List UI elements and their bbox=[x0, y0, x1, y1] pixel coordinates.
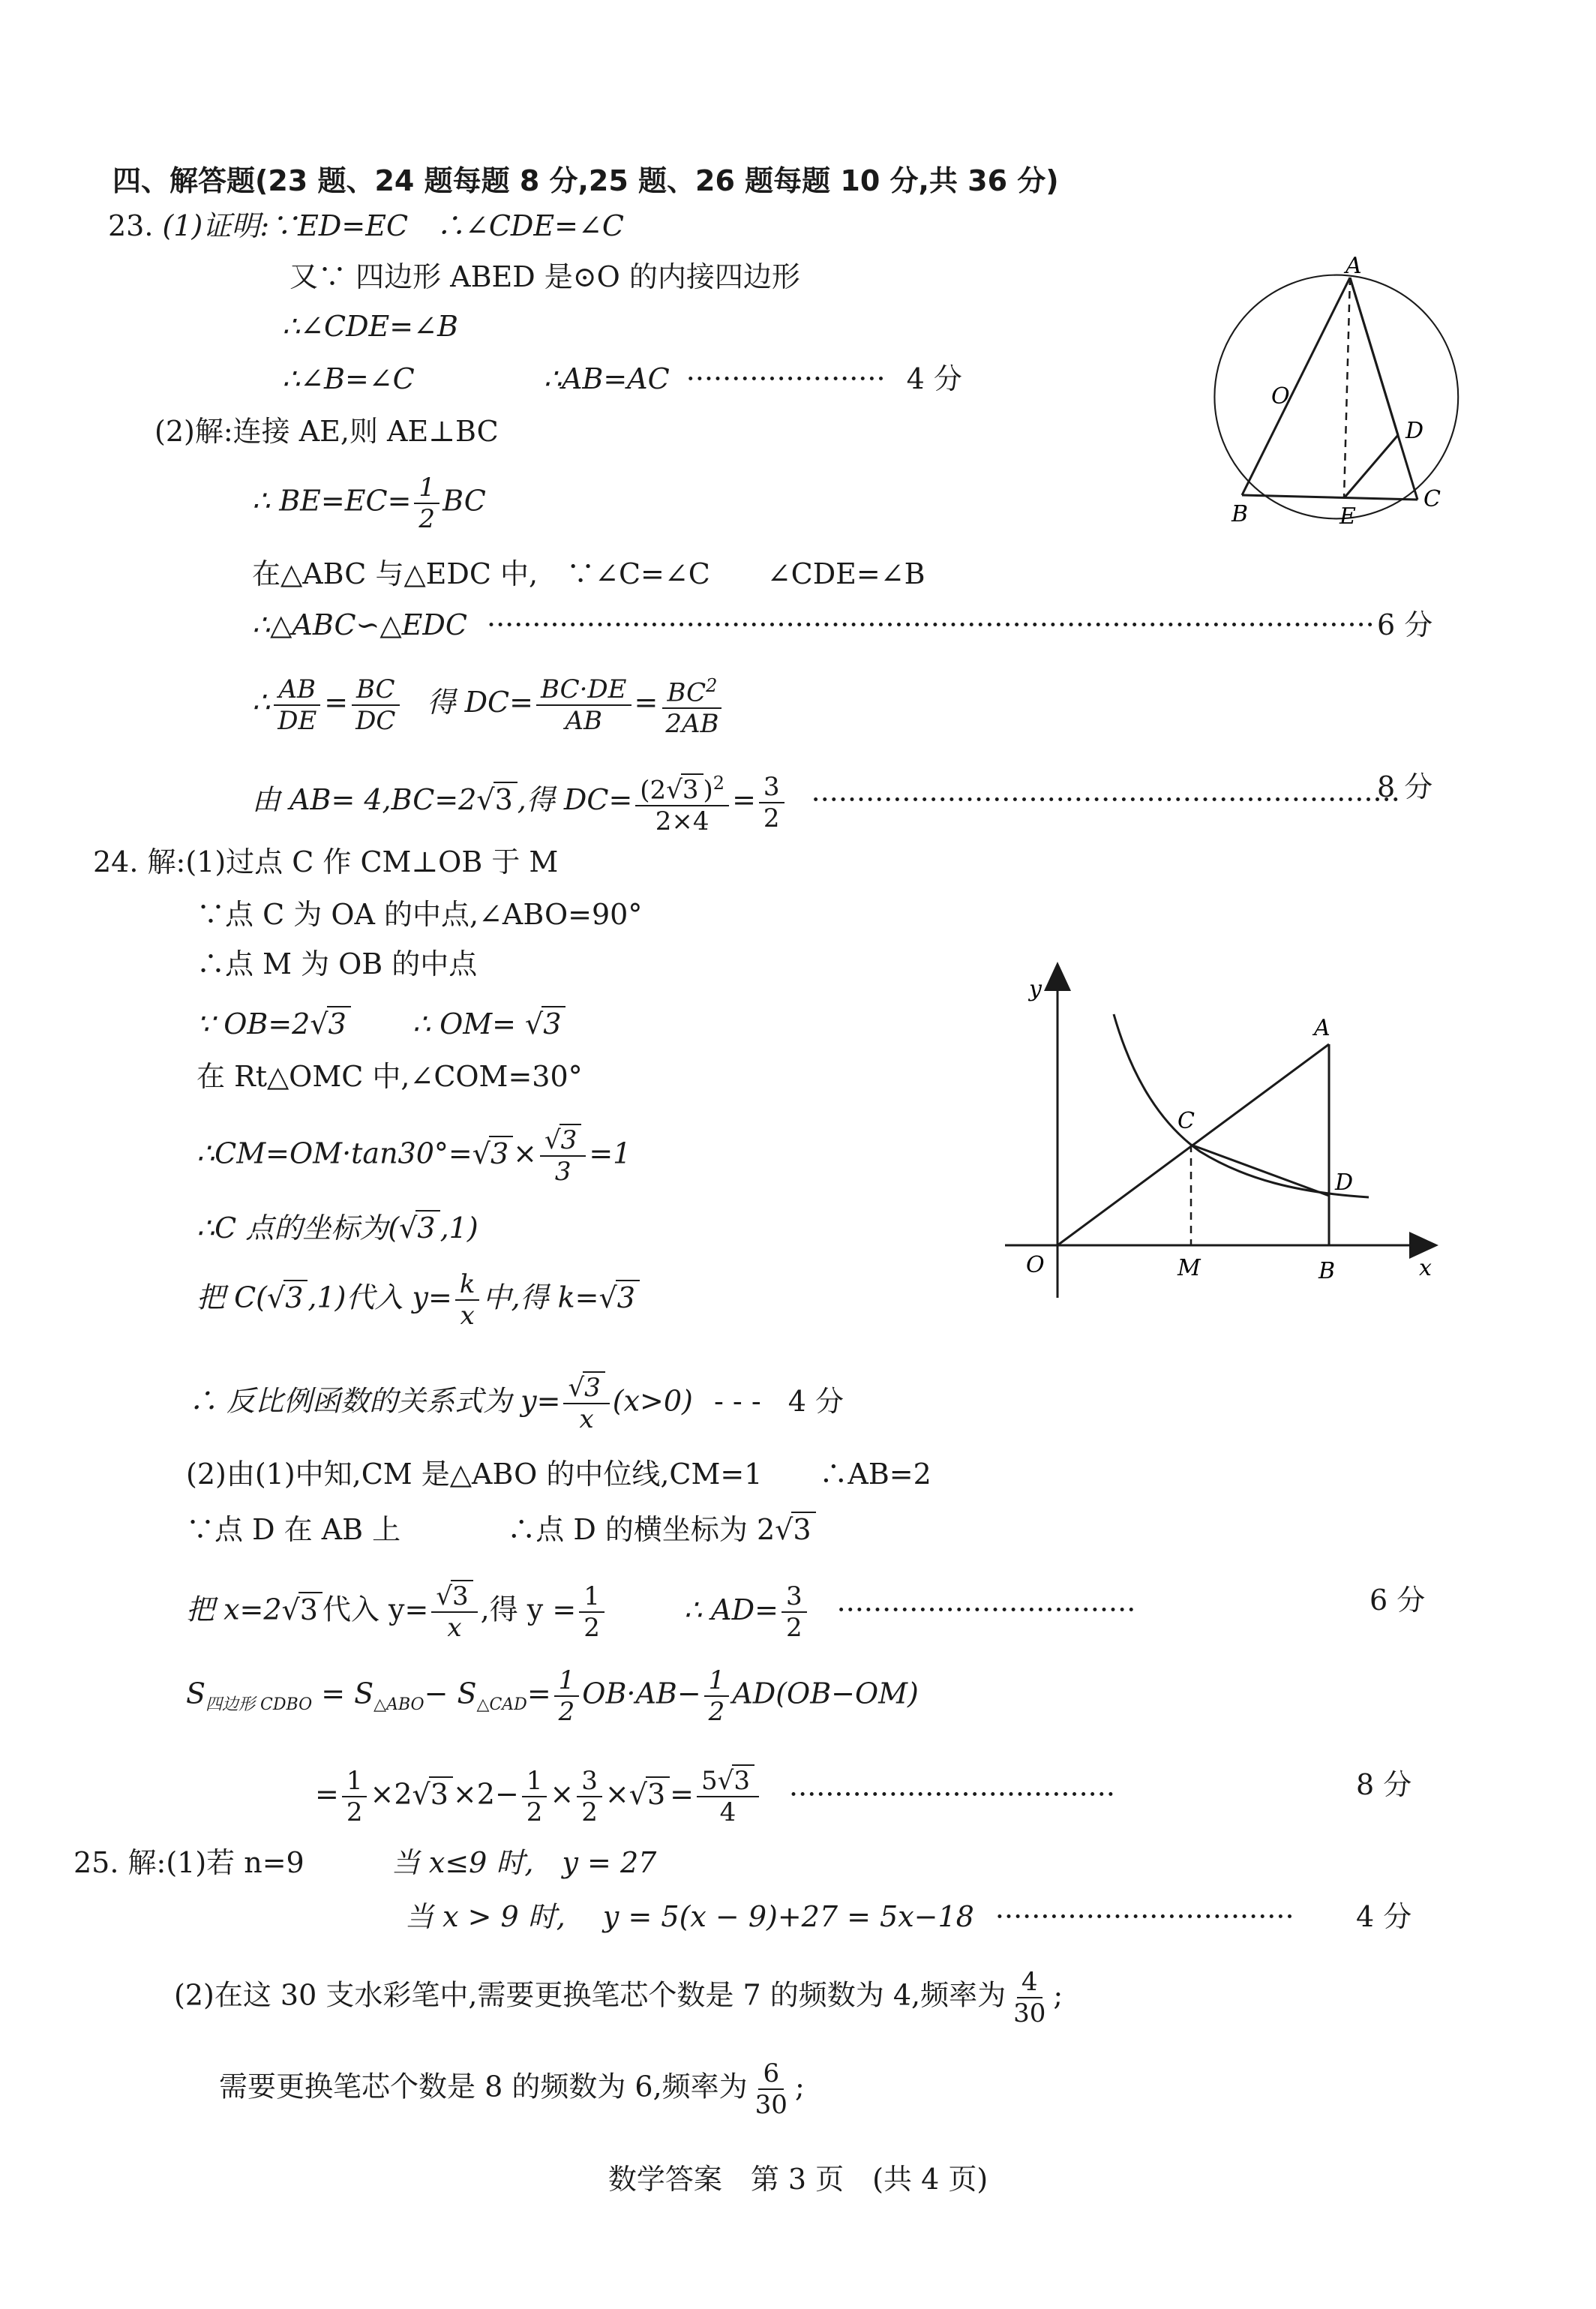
fraction: $\frac{3}{2}$ bbox=[759, 772, 784, 833]
q24-line-13 bbox=[186, 1665, 919, 1727]
q25-line-1 bbox=[74, 1844, 656, 1881]
section-heading: 四、解答题(23 题、24 题每题 8 分,25 题、26 题每题 10 分,共 36 分) bbox=[112, 164, 1059, 197]
label-c: C bbox=[1178, 1108, 1195, 1134]
expr: 中,得 k= bbox=[482, 1281, 599, 1314]
expr: ,得 y = bbox=[480, 1593, 577, 1626]
label-m: M bbox=[1178, 1255, 1201, 1281]
expr: ,1) bbox=[440, 1212, 478, 1245]
expr: 25. 解:(1)若 n=9 bbox=[74, 1846, 304, 1879]
q24-line-14 bbox=[315, 1766, 1412, 1827]
expr: ×2 bbox=[370, 1777, 412, 1811]
hyperbola-curve bbox=[1114, 1014, 1369, 1197]
subscript: △CAD bbox=[476, 1695, 527, 1715]
fraction: $\frac{1}{2}$ bbox=[342, 1766, 368, 1827]
label-e: E bbox=[1340, 503, 1356, 530]
circle-figure bbox=[1140, 255, 1500, 540]
fraction: $\frac{k}{x}$ bbox=[455, 1269, 480, 1331]
q23-line-5: (2)解:连接 AE,则 AE⊥BC bbox=[154, 415, 499, 448]
dot-leader: ································· bbox=[836, 1593, 1136, 1626]
q24-line-6 bbox=[196, 1125, 631, 1187]
expr: ∴ OM= bbox=[412, 1007, 517, 1040]
fraction: $\frac{5√3}{4}$ bbox=[697, 1766, 759, 1827]
expr: ,1)代入 y= bbox=[308, 1281, 452, 1314]
sqrt: √3 bbox=[399, 1209, 440, 1247]
q24-line-2: ∵点 C 为 OA 的中点,∠ABO=90° bbox=[196, 898, 643, 931]
expr: ; bbox=[1053, 1978, 1064, 2012]
page-footer: 数学答案 第 3 页 (共 4 页) bbox=[608, 2163, 988, 2196]
expr: (2)在这 30 支水彩笔中,需要更换笔芯个数是 7 的频数为 4,频率为 bbox=[174, 1978, 1006, 2012]
sqrt: √3 bbox=[472, 1135, 513, 1173]
sqrt: √3 bbox=[476, 781, 517, 818]
q24-line-10: (2)由(1)中知,CM 是△ABO 的中位线,CM=1 ∴AB=2 bbox=[186, 1458, 932, 1491]
expr: ∵点 D 在 AB 上 bbox=[186, 1513, 401, 1546]
expr: ,得 DC= bbox=[517, 783, 633, 817]
fraction: $\frac{BC\cdot DE}{AB}$ bbox=[536, 674, 632, 736]
fraction: $\frac{√3}{3}$ bbox=[540, 1125, 586, 1187]
label-d: D bbox=[1406, 418, 1424, 444]
dot-leader: ································· bbox=[994, 1900, 1294, 1933]
score-label: 6 分 bbox=[1370, 1584, 1426, 1617]
fraction: $\frac{(2√3 )^2}{2\times 4}$ bbox=[635, 768, 729, 836]
q24-line-5: 在 Rt△OMC 中,∠COM=30° bbox=[196, 1060, 583, 1093]
expr: ∴点 D 的横坐标为 2 bbox=[507, 1513, 776, 1546]
q23-line-8 bbox=[252, 606, 1433, 644]
sqrt: √3 bbox=[629, 1776, 670, 1813]
q24-line-9 bbox=[189, 1373, 844, 1434]
expr: 把 C( bbox=[196, 1281, 267, 1314]
times: × bbox=[604, 1777, 629, 1811]
q23-line-2: 又∵ 四边形 ABED 是⊙O 的内接四边形 bbox=[290, 260, 800, 293]
label-y: y bbox=[1029, 976, 1042, 1002]
expr: ∴ 反比例函数的关系式为 y= bbox=[189, 1384, 561, 1418]
fraction: $\frac{6}{30}$ bbox=[754, 2058, 788, 2120]
dot-leader: ···································· bbox=[789, 1777, 1115, 1811]
dot-leader: ·································································································· bbox=[487, 608, 1375, 641]
expr: (x>0) bbox=[612, 1384, 693, 1418]
line-cd bbox=[1191, 1145, 1329, 1196]
q23-line-6 bbox=[252, 473, 486, 534]
area-symbol: S bbox=[186, 1677, 206, 1710]
fraction: $\frac{√3}{x}$ bbox=[563, 1373, 609, 1434]
subscript: 四边形 CDBO bbox=[206, 1695, 313, 1715]
dot-leader: - - - bbox=[713, 1384, 761, 1418]
q23-ab-eq-ac: ∴AB=AC bbox=[543, 362, 670, 395]
expr: ∴ BE=EC= bbox=[252, 484, 412, 518]
q23-number: 23. bbox=[108, 209, 154, 242]
times: × bbox=[550, 1777, 574, 1811]
q24-line-12 bbox=[186, 1581, 1426, 1643]
label-b: B bbox=[1232, 501, 1249, 527]
score-label: 4 分 bbox=[788, 1384, 844, 1418]
sqrt: √3 bbox=[267, 1279, 308, 1317]
fraction: $\frac{√3}{x}$ bbox=[431, 1581, 477, 1643]
expr: − S bbox=[424, 1677, 477, 1710]
equals: = bbox=[526, 1677, 551, 1710]
q23-line-10 bbox=[252, 768, 1433, 837]
fraction: $\frac{BC^2}{2AB}$ bbox=[661, 671, 723, 739]
dot-leader: ································································· bbox=[811, 783, 1400, 817]
expr: ∴CM=OM·tan30°= bbox=[196, 1136, 472, 1170]
fraction: $\frac{1}{2}$ bbox=[704, 1665, 730, 1727]
times: × bbox=[513, 1136, 537, 1170]
expr: ∵ OB=2 bbox=[196, 1007, 310, 1040]
score-label: 6 分 bbox=[1377, 608, 1433, 641]
sqrt: √3 bbox=[412, 1776, 453, 1813]
fraction: $\frac{4}{30}$ bbox=[1013, 1967, 1046, 2028]
therefore-sign: ∴ bbox=[252, 686, 271, 719]
label-b: B bbox=[1318, 1258, 1336, 1284]
coordinate-figure bbox=[975, 960, 1440, 1298]
score-label: 4 分 bbox=[906, 362, 962, 395]
fraction: $\frac{3}{2}$ bbox=[782, 1581, 807, 1643]
fraction: $\frac{3}{2}$ bbox=[577, 1766, 602, 1827]
sqrt: √3 bbox=[310, 1005, 350, 1043]
sqrt: √3 bbox=[599, 1279, 640, 1317]
fraction: $\frac{1}{2}$ bbox=[554, 1665, 580, 1727]
q23-line-3: ∴∠CDE=∠B bbox=[282, 310, 458, 343]
q23-line-1 bbox=[108, 207, 624, 245]
score-label: 8 分 bbox=[1356, 1768, 1412, 1801]
equals: = bbox=[634, 686, 658, 719]
expr: 把 x=2 bbox=[186, 1593, 282, 1626]
q24-line-3: ∴点 M 为 OB 的中点 bbox=[196, 947, 478, 980]
expr: = S bbox=[312, 1677, 374, 1710]
sqrt: √3 bbox=[775, 1511, 815, 1548]
fraction: $\frac{AB}{DE}$ bbox=[273, 674, 321, 736]
label-c: C bbox=[1424, 486, 1441, 512]
expr: ∴C 点的坐标为( bbox=[196, 1212, 400, 1245]
fraction: $\frac{1}{2}$ bbox=[522, 1766, 548, 1827]
label-o: O bbox=[1271, 383, 1290, 410]
label-o: O bbox=[1026, 1252, 1045, 1278]
expr: ∴ AD= bbox=[683, 1593, 778, 1626]
similar-triangles: ∴△ABC∽△EDC bbox=[252, 608, 467, 641]
q24-line-7 bbox=[196, 1209, 478, 1247]
expr: 代入 y= bbox=[322, 1593, 429, 1626]
expr: OB·AB− bbox=[582, 1677, 701, 1710]
q23-line-4 bbox=[282, 360, 962, 398]
subscript: △ABO bbox=[374, 1695, 424, 1715]
q23-angle-b-eq-c: ∴∠B=∠C bbox=[282, 362, 415, 395]
circle-o bbox=[1214, 275, 1458, 519]
expr: ; bbox=[794, 2070, 805, 2103]
label-a: A bbox=[1346, 255, 1362, 279]
q23-line-9 bbox=[252, 671, 727, 739]
expr: 由 AB= 4,BC=2 bbox=[252, 783, 477, 817]
score-label: 8 分 bbox=[1377, 770, 1433, 803]
label-a: A bbox=[1314, 1015, 1330, 1041]
score-label: 4 分 bbox=[1356, 1900, 1412, 1933]
equals: = bbox=[324, 686, 349, 719]
fraction: $\frac{BC}{DC}$ bbox=[351, 674, 400, 736]
triangle-lines bbox=[1242, 278, 1418, 500]
expr: =1 bbox=[589, 1136, 632, 1170]
dot-leader: ······················ bbox=[686, 362, 886, 395]
sqrt: √3 bbox=[282, 1591, 322, 1629]
equals: = bbox=[670, 1777, 694, 1811]
expr: BC bbox=[442, 484, 486, 518]
q25-line-3 bbox=[174, 1967, 1063, 2028]
q23-proof-start: (1)证明:∵ED=EC ∴∠CDE=∠C bbox=[162, 209, 624, 242]
q25-line-4 bbox=[219, 2058, 805, 2120]
q23-line-7: 在△ABC 与△EDC 中, ∵∠C=∠C ∠CDE=∠B bbox=[252, 557, 926, 590]
expr: 需要更换笔芯个数是 8 的频数为 6,频率为 bbox=[219, 2070, 748, 2103]
expr: 当 x≤9 时, y = 27 bbox=[391, 1846, 657, 1879]
q25-line-2 bbox=[405, 1898, 1412, 1935]
label-d: D bbox=[1335, 1170, 1354, 1196]
sqrt: √3 bbox=[525, 1005, 566, 1043]
equals: = bbox=[732, 783, 756, 817]
q24-line-8 bbox=[196, 1269, 640, 1331]
fraction: $\frac{1}{2}$ bbox=[414, 473, 440, 534]
expr: 得 DC= bbox=[427, 686, 533, 719]
expr: ×2− bbox=[452, 1777, 519, 1811]
q24-line-4 bbox=[196, 1005, 566, 1043]
label-x: x bbox=[1419, 1255, 1432, 1281]
q24-line-11 bbox=[186, 1511, 816, 1548]
equals: = bbox=[315, 1777, 339, 1811]
expr: AD(OB−OM) bbox=[732, 1677, 919, 1710]
q24-line-1: 24. 解:(1)过点 C 作 CM⊥OB 于 M bbox=[93, 845, 559, 878]
expr: 当 x > 9 时, y = 5(x − 9)+27 = 5x−18 bbox=[405, 1900, 974, 1933]
fraction: $\frac{1}{2}$ bbox=[579, 1581, 604, 1643]
